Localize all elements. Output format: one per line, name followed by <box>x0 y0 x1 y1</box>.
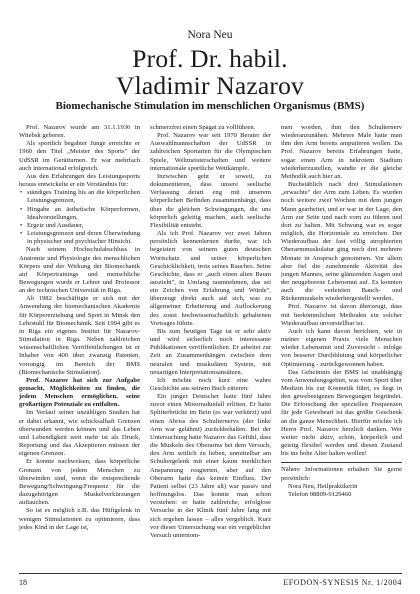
article-subtitle: Biomechanische Stimulation im menschlichen Organismus (BMS) <box>55 100 365 112</box>
paragraph: Ein junger Deutscher hatte fünf Jahre zuvor einen Motorradunfall erlitten. Er hatte Splitterbrüche im Bein (es war verkürzt) und einen Abriss des Schulternervs (der linke Arm war gelähmt) zurückbehalten. Bei der Untersuchung hatte Nazarov das Gefühl, dass die Muskeln des Oberarms bei dem Versuch, den Arm seitlich zu heben, unmittelbar am Schultergelenk mit einer kaum merklichen Anspannung reagierten, aber auf den Oberarm hatte das keinen Einfluss. Der Patient selbst (23 Jahre alt) war passiv und hoffnungslos. Das konnte man schon verstehen: er hatte zahlreiche, erfolglose Versuche in der Klinik fünf Jahre lang mit sich ergehen lassen – alles vergeblich. Kurz vor dieser Untersuchung war ein vergeblicher Versuch unternom- <box>150 393 271 539</box>
paragraph: Inzwischen geht er soweit, zu dokumentieren, dass unsere seelische Verfassung derart eng mit unserem körperlichen Befinden zusammenhängt, dass über die gleichen Schwingungen, die uns körperlich geleitig machen, auch seelische Flexibilität entsteht. <box>150 172 271 229</box>
bullet-item: • Ergeiz und Ausdauer, <box>19 222 140 230</box>
paragraph: Auch ich kann davon berichten, wie in meiner eigenen Praxis viele Menschen wieder Lebensmut und Zuversicht - infolge von besserer Durchblutung und körperlicher Optimierung - zurückgewonnen haben. <box>281 327 402 368</box>
column-3 <box>281 124 402 571</box>
paragraph: Bis zum heutigen Tage ist er sehr aktiv und wird sicherlich noch interessante Publikationen veröffentlichen. Er arbeitet zur Zeit an Zusammenhängen zwischen dem neuralen und muskulären System, mit neuartigen Interpretationsansätzen. <box>150 327 271 376</box>
paragraph: men worden, ihm den Schulternerv wiederanzunähen. Mehrere Male hatte man ihm den Arm bereits amputieren wollen. Da Prof. Nazarov bereits Erfahrungen hatte, sogar einen Arm in nekrotem Stadium wiederherzustellen, wandte er die gleiche Methodik auch hier an. <box>281 124 402 180</box>
paragraph: Aus den Erfahrungen des Leistungssports heraus entwickelte er ein Verständnis für: <box>19 172 140 189</box>
article-title-line-2: Vladimir Nazarov <box>115 71 304 100</box>
paragraph: Ich möchte noch kurz eine wahre Geschichte aus seinem Buch zitieren: <box>150 376 271 392</box>
column-1 <box>19 124 140 571</box>
bullet-item: • Hingabe an ästhetische Körperformen, Idealvorstellungen, <box>19 206 140 222</box>
paragraph: So ist es möglich z.B. das Hüftgelenk in wenigen Stimulationen zu optimieren, dass jedes Kind in der Lage ist, <box>19 507 140 531</box>
paragraph: Prof. Nazarov wurde am 31.1.1936 in Witebsk geboren. <box>19 124 140 140</box>
bullet-list <box>19 189 140 246</box>
bold-paragraph: Prof. Nazarov hat sich zur Aufgabe gemacht, Möglichkeiten zu finden, die jedem Menschen ermöglichen, seine großartigen Potenziale zu entfalten. <box>19 376 140 409</box>
contact-intro: Nähere Informationen erhalten Sie gerne persönlich: <box>281 466 402 482</box>
article-author: Nora Neu <box>187 29 233 41</box>
journal-name: EFODON-SYNESIS Nr. 1/2004 <box>283 578 402 587</box>
bullet-item: • ständiges Training bis an die körperlichen Leistungsgrenzen, <box>19 189 140 205</box>
paragraph: schmerzfrei einen Spagat zu vollführen. <box>150 124 256 131</box>
paragraph: Im Verlauf seiner unzähligen Studien hat er dabei erkannt, wie schicksalhaft Grenzen überwunden werden können und das Leben und Lebendigkeit weit mehr ist als Druck, Reportung und das Akzeptieren müssen der eigenen Grenzen. <box>19 409 140 458</box>
paragraph: Buchstäblich nach drei Stimulationen „erwachte" der Arm zum Leben. Es wurden noch weitere zwei Wochen mit dem jungen Mann gearbeitet, und er war in der Lage, den Arm zur Seite und nach vorn zu führen und dort zu halten. Mit Schwung war es sogar möglich, die Horizontale zu erreichen. Der Wiederaufbau der fast völlig atrophierten Oberarmmuskulatur ging noch drei mehrere Monate in Anspruch genommen. Vor allem aber fiel die zunehmende Aktivität des jungen Mannes, seine glänzenden Augen und der neugeborene Lebensmut auf. Es konnten auch die verletzten Bauch- und Rückenmuskeln wiederhergestellt werden. <box>281 181 402 303</box>
paragraph: Als ich Prof. Nazarov vor zwei Jahren persönlich kennenlernen durfte, war ich begeistert von seinem guten deutschen Wortschatz und seiner körperlichen Geschicklichkeit, trotz seines Rauches. Seine Geschichte, dass er „auch einen alten Baum auszieht", in Umfang raumnehmen, das sei ein Zeichen von Erfahrung und Würde", überzeugt direkt auch auf sich, was zu allgemeiner Erheiterung und Auflockerung des sonst hochwissenschaftlich gehaltenen Vortrages führte. <box>150 230 271 327</box>
bullet-item: • Leistungsgrenzen und deren Überwindung in physischer und psychischer Hinsicht. <box>19 230 140 246</box>
paragraph: Prof. Nazarov ist davon überzeugt, dass mit herkömmlichen Methoden ein solcher Wiederaufbau unvorstellbar ist. <box>281 303 402 327</box>
page-number: 18 <box>19 578 27 587</box>
contact-info <box>281 466 402 499</box>
contact-name: Nora Neu, Heilpraktikerin <box>288 482 358 490</box>
paragraph: Er konnte nachweisen, dass körperliche Grenzen von jedem Menschen zu überwinden sind, wenn die entsprechende Bewegung/Schwingung/Frequenz für die dazugehörigen Muskelverkürzungen auftauchen. <box>19 458 140 507</box>
footer-rule <box>19 573 402 574</box>
paragraph: Prof. Nazarov war seit 1970 Berater der Auswahlmannschaften der UdSSR in zahlreichen Sportarten für die Olympischen Spiele, Weltmeisterschaften und weitere internationale sportliche Wettkämpfe. <box>150 132 271 172</box>
paragraph: Nach seinem Hochschulabschluss in Anatomie und Physiologie des menschlichen Körpers und der Wirkung der Biomechanik auf Körpertrainings und menschliche Bewegungen wurde er Lehrer und Professor an der technischen Universität in Riga. <box>19 246 140 295</box>
divider <box>281 462 402 463</box>
paragraph: Als sportlich begabter Junge erreichte er 1960 den Titel „Meister des Sports" der UdSSR im Gerätturnen. Er war mehrfach auch international erfolgreich. <box>19 140 140 172</box>
column-2 <box>150 124 271 571</box>
contact-phone: Telefon 08809-9129460 <box>288 490 352 498</box>
article-title-line-1: Prof. Dr. habil. <box>132 44 288 73</box>
paragraph: Ab 1982 beschäftigte er sich mit der Anwendung der biomechanischen Akademie für Körpererziehung und Sport in Minsk den Lehrstuhl für Biomechanik. Seit 1994 gibt es in Riga ein eigenes Institut für Nazarov-Stimulation in Riga. Neben zahlreichen wissenschaftlichen Veröffentlichungen ist er Inhaber von 400 über zwanzig Patenten, vorrangig im Bereich der BMS (Biomechanische Stimulation). <box>19 295 140 376</box>
paragraph: Das Geheimnis der BMS ist unabhängig vom Anwendungsgebiet, was vom Sport über Medizin bis zur Kosmetik führt, es liegt in den gewebeeigenen Bewegungen begründet. Die Erforschung der speziellen Frequenzen für jede Gewebeart ist das größte Geschenk an die ganze Menschheit. Hierfür möchte ich Herrn Prof. Nazarov herzlich danken. Wer weiter nicht aktiv, schön, körperlich und geistig flexibel werden und diesen Zustand bis ins hohe Alter halten wollen! <box>281 368 402 458</box>
article-body <box>19 124 402 571</box>
